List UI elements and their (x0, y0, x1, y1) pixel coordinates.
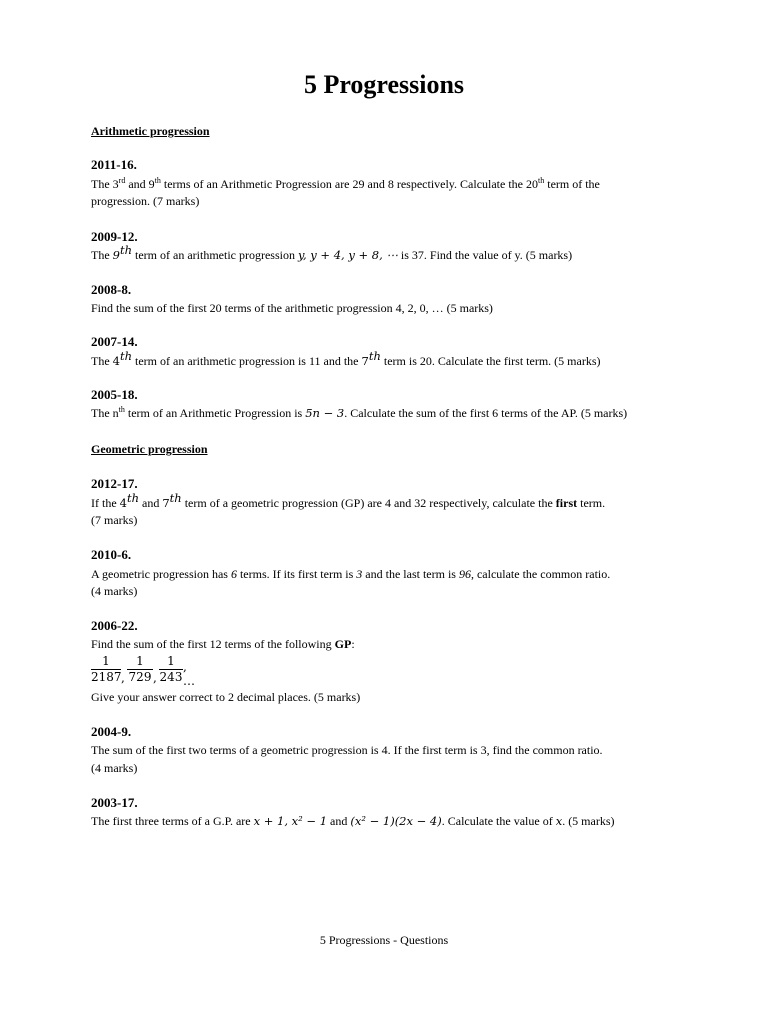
question-year: 2004-9. (91, 724, 132, 739)
page-title: 5 Progressions (303, 70, 465, 99)
question-text: (4 marks) (91, 761, 138, 775)
question-year: 2006-22. (91, 618, 138, 633)
question-text: The $n^{th}$ term of an Arithmetic Progression is 5n − 3. Calculate the sum of the first 6 terms of the AP. (5 marks) (91, 405, 628, 420)
fraction: 1 2187 (91, 654, 122, 684)
fraction: 1 729 (128, 654, 152, 684)
question-year: 2010-6. (91, 547, 132, 562)
fraction: 1 243 (159, 654, 183, 684)
question-text: The 3rd and 9th terms of an Arithmetic Progression are 29 and 8 respectively. Calculate the 20th term of the (91, 176, 600, 191)
question-text: Give your answer correct to 2 decimal places. (5 marks) (91, 690, 361, 704)
question-text: If the 4th and 7th term of a geometric progression (GP) are 4 and 32 respectively, calculate the first term. (91, 491, 606, 510)
question-text: The sum of the first two terms of a geometric progression is 4. If the first term is 3, find the common ratio. (91, 743, 603, 757)
question-text: A geometric progression has 6 terms. If its first term is 3 and the last term is 96, calculate the common ratio. (91, 567, 611, 581)
question-year: 2011-16. (91, 157, 137, 172)
question-year: 2007-14. (91, 334, 138, 349)
question-text: (7 marks) (91, 513, 138, 527)
question-text: Find the sum of the first 20 terms of the arithmetic progression 4, 2, 0, … (5 marks) (91, 301, 493, 315)
question-year: 2008-8. (91, 282, 132, 297)
question-text: (4 marks) (91, 584, 138, 598)
page-footer: 5 Progressions - Questions (319, 933, 449, 947)
question-text: progression. (7 marks) (91, 194, 200, 208)
question-year: 2012-17. (91, 476, 138, 491)
question-year: 2005-18. (91, 387, 138, 402)
question-year: 2003-17. (91, 795, 138, 810)
question-text: The first three terms of a G.P. are x + 1, x² − 1 and (x² − 1)(2x − 4). Calculate the value of x. (5 marks) (91, 814, 615, 828)
question-year: 2009-12. (91, 229, 138, 244)
question-text: The 9th term of an arithmetic progression y, y + 4, y + 8, ⋯ is 37. Find the value of y. (5 marks) (91, 243, 573, 262)
question-text: The 4th term of an arithmetic progression is 11 and the 7th term is 20. Calculate the first term. (5 marks) (91, 349, 601, 368)
section-heading-arithmetic: Arithmetic progression (91, 124, 210, 138)
question-text: Find the sum of the first 12 terms of the following GP: (91, 637, 355, 651)
section-heading-geometric: Geometric progression (91, 442, 208, 456)
